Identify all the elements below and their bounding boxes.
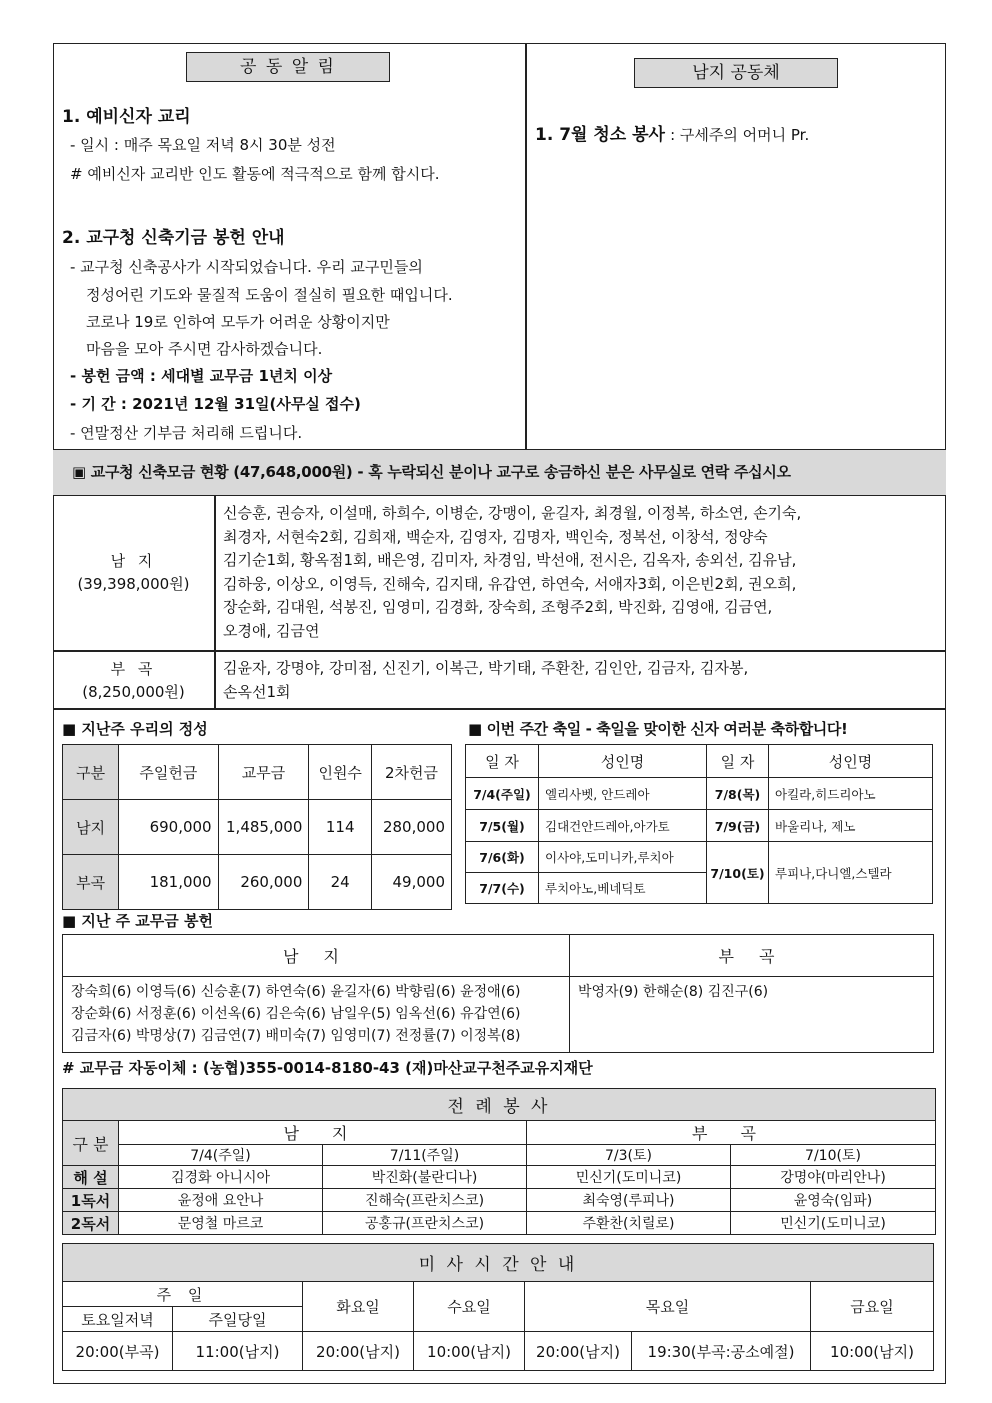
dues-table [62,934,934,1053]
liturgy-cell: 민신기(도미니코) [527,1166,731,1189]
liturgy-cell: 윤영숙(임파) [731,1189,936,1212]
offering-cell: 280,000 [372,800,452,855]
notice-s2-line3: 코로나 19로 인하여 모두가 어려운 상황이지만 [86,313,390,331]
community-item-text: : 구세주의 어머니 Pr. [670,126,810,144]
notice-s2-line5: - 봉헌 금액 : 세대별 교무금 1년치 이상 [70,367,333,385]
dues-bugok-header: 부 곡 [570,935,934,977]
feast-header: 성인명 [769,745,933,778]
feast-table [465,744,933,904]
notice-s2-line6: - 기 간 : 2021년 12월 31일(사무실 접수) [70,395,361,413]
mass-time: 20:00(부곡) [63,1332,173,1371]
offering-cell: 181,000 [119,855,218,910]
liturgy-row-label: 1독서 [63,1189,119,1212]
offering-cell: 1,485,000 [218,800,309,855]
community-title: 남지 공동체 [634,58,838,88]
liturgy-cell: 주환찬(치릴로) [527,1212,731,1235]
feast-header: 일 자 [707,745,769,778]
liturgy-date: 7/11(주일) [323,1145,527,1166]
feast-saints: 김대건안드레아,아가토 [539,810,707,842]
mass-wed: 수요일 [414,1282,525,1332]
mass-sunday: 주 일 [63,1282,303,1307]
liturgy-cell: 김경화 아니시아 [119,1166,323,1189]
feast-date: 7/8(목) [707,778,769,810]
dues-autopay: # 교무금 자동이체 : (농협)355-0014-8180-43 (재)마산교구천주교유지재단 [62,1059,593,1077]
liturgy-cell: 민신기(도미니코) [731,1212,936,1235]
fund-namji-line: 장순화, 김대원, 석봉진, 임영미, 김경화, 장숙희, 조형주2회, 박진화, 김영애, 김금연, [223,598,773,616]
mass-tue: 화요일 [303,1282,414,1332]
offering-header: 교무금 [218,745,309,800]
liturgy-cell: 최숙영(루피나) [527,1189,731,1212]
fund-bugok-line: 손옥선1회 [223,682,291,701]
mass-time: 19:30(부곡:공소예절) [632,1332,811,1371]
feast-header: 성인명 [539,745,707,778]
feast-date: 7/4(주일) [466,778,539,810]
offering-title: ■ 지난주 우리의 정성 [62,720,208,738]
community-item-title: 1. 7월 청소 봉사 [535,125,665,145]
dues-namji-line: 장순화(6) 서정훈(6) 이선옥(6) 김은숙(6) 남일우(5) 임옥선(6) 유갑연(6) [71,1006,521,1022]
offering-header: 구분 [63,745,119,800]
liturgy-cell: 강명야(마리안나) [731,1166,936,1189]
fund-namji-line: 오경애, 김금연 [223,621,320,640]
mass-table [62,1243,934,1371]
fund-bugok-label: 부 곡 [110,660,157,678]
dues-namji-list [63,977,570,1053]
fund-header: ▣ 교구청 신축모금 현황 (47,648,000원) - 혹 누락되신 분이나 교구로 송금하신 분은 사무실로 연락 주십시오 [72,463,791,481]
feast-saints: 아킬라,히드리아노 [769,778,933,810]
mass-time: 11:00(남지) [173,1332,303,1371]
liturgy-col-label: 구 분 [63,1121,119,1166]
dues-bugok-list: 박영자(9) 한해순(8) 김진구(6) [570,977,934,1053]
feast-saints: 루피나,다니엘,스텔라 [769,842,933,904]
feast-title: ■ 이번 주간 축일 - 축일을 맞이한 신자 여러분 축하합니다! [468,720,848,738]
fund-namji-line: 신승훈, 권승자, 이설매, 하희수, 이병순, 강맹이, 윤길자, 최경월, 이정복, 하소연, 손기숙, [223,504,802,522]
notice-s2-line1: - 교구청 신축공사가 시작되었습니다. 우리 교구민들의 [70,258,423,276]
feast-date: 7/6(화) [466,842,539,873]
feast-date: 7/10(토) [707,842,769,904]
notice-s2-line4: 마음을 모아 주시면 감사하겠습니다. [86,340,323,358]
fund-bugok-names [223,657,748,704]
feast-saints: 이사야,도미니카,루치아 [539,842,707,873]
liturgy-date: 7/4(주일) [119,1145,323,1166]
top-divider-vertical [525,43,527,449]
liturgy-cell: 진해숙(프란치스코) [323,1189,527,1212]
feast-saints: 루치아노,베네딕토 [539,873,707,904]
fund-bugok-line: 김윤자, 강명야, 강미점, 신진기, 이복근, 박기태, 주환찬, 김인안, 김금자, 김자봉, [223,659,749,677]
offering-cell: 49,000 [372,855,452,910]
notice-s1-title: 1. 예비신자 교리 [62,107,191,127]
offering-table [62,744,452,910]
fund-divider-mid [53,650,946,652]
mass-time: 20:00(남지) [303,1332,414,1371]
liturgy-date: 7/3(토) [527,1145,731,1166]
dues-namji-line: 장숙희(6) 이영득(6) 신승훈(7) 하연숙(6) 윤길자(6) 박향림(6) 윤정애(6) [71,984,521,1000]
community-item [535,120,809,145]
fund-divider-vertical [214,496,216,708]
offering-header: 인원수 [309,745,372,800]
offering-header: 2차헌금 [372,745,452,800]
mass-time: 10:00(남지) [811,1332,934,1371]
fund-namji-line: 김하웅, 이상오, 이영득, 진해숙, 김지태, 유갑연, 하연숙, 서애자3회, 이은빈2회, 권오희, [223,574,797,593]
notice-s2-line7: - 연말정산 기부금 처리해 드립니다. [70,424,303,442]
liturgy-cell: 공홍규(프란치스코) [323,1212,527,1235]
liturgy-date: 7/10(토) [731,1145,936,1166]
feast-date: 7/9(금) [707,810,769,842]
fund-divider-bottom [53,708,946,710]
feast-date: 7/7(수) [466,873,539,904]
liturgy-bugok: 부 곡 [527,1121,936,1145]
dues-title: ■ 지난 주 교무금 봉헌 [62,912,213,930]
fund-namji-label: 남 지 [110,552,157,570]
fund-namji-line: 최경자, 서현숙2회, 김희재, 백순자, 김영자, 김명자, 백인숙, 정복선, 이창석, 정양숙 [223,527,768,546]
mass-sun-day: 주일당일 [173,1307,303,1332]
liturgy-title: 전 례 봉 사 [63,1089,936,1121]
liturgy-cell: 박진화(불란디나) [323,1166,527,1189]
fund-namji-amount: (39,398,000원) [77,575,190,593]
feast-saints: 엘리사벳, 안드레아 [539,778,707,810]
fund-bugok-amount: (8,250,000원) [82,683,185,701]
notice-s1-line1: - 일시 : 매주 목요일 저녁 8시 30분 성전 [70,136,336,154]
offering-cell: 690,000 [119,800,218,855]
mass-title: 미 사 시 간 안 내 [63,1244,934,1282]
liturgy-table [62,1088,936,1235]
offering-row-label: 부곡 [63,855,119,910]
notice-s1-line2: # 예비신자 교리반 인도 활동에 적극적으로 함께 합시다. [70,165,440,183]
feast-date: 7/5(월) [466,810,539,842]
liturgy-namji: 남 지 [119,1121,527,1145]
notice-s2-line2: 정성어린 기도와 물질적 도움이 절실히 필요한 때입니다. [86,286,453,304]
notice-title: 공 동 알 림 [186,52,390,82]
mass-time: 10:00(남지) [414,1332,525,1371]
feast-saints: 바울리나, 제노 [769,810,933,842]
dues-namji-header: 남 지 [63,935,570,977]
fund-namji-line: 김기순1회, 황옥점1회, 배은영, 김미자, 차경임, 박선애, 전시은, 김옥자, 송외선, 김유남, [223,551,797,569]
offering-row-label: 남지 [63,800,119,855]
offering-cell: 24 [309,855,372,910]
offering-header: 주일헌금 [119,745,218,800]
mass-fri: 금요일 [811,1282,934,1332]
dues-namji-line: 김금자(6) 박명상(7) 김금연(7) 배미숙(7) 임영미(7) 전정률(7) 이정복(8) [71,1028,521,1044]
liturgy-row-label: 2독서 [63,1212,119,1235]
offering-cell: 260,000 [218,855,309,910]
mass-time: 20:00(남지) [525,1332,632,1371]
fund-namji-names [223,502,801,643]
feast-header: 일 자 [466,745,539,778]
offering-cell: 114 [309,800,372,855]
mass-thu: 목요일 [525,1282,811,1332]
notice-s2-title: 2. 교구청 신축기금 봉헌 안내 [62,228,285,248]
liturgy-cell: 문영철 마르코 [119,1212,323,1235]
liturgy-cell: 윤정애 요안나 [119,1189,323,1212]
liturgy-row-label: 해 설 [63,1166,119,1189]
mass-sat-eve: 토요일저녁 [63,1307,173,1332]
